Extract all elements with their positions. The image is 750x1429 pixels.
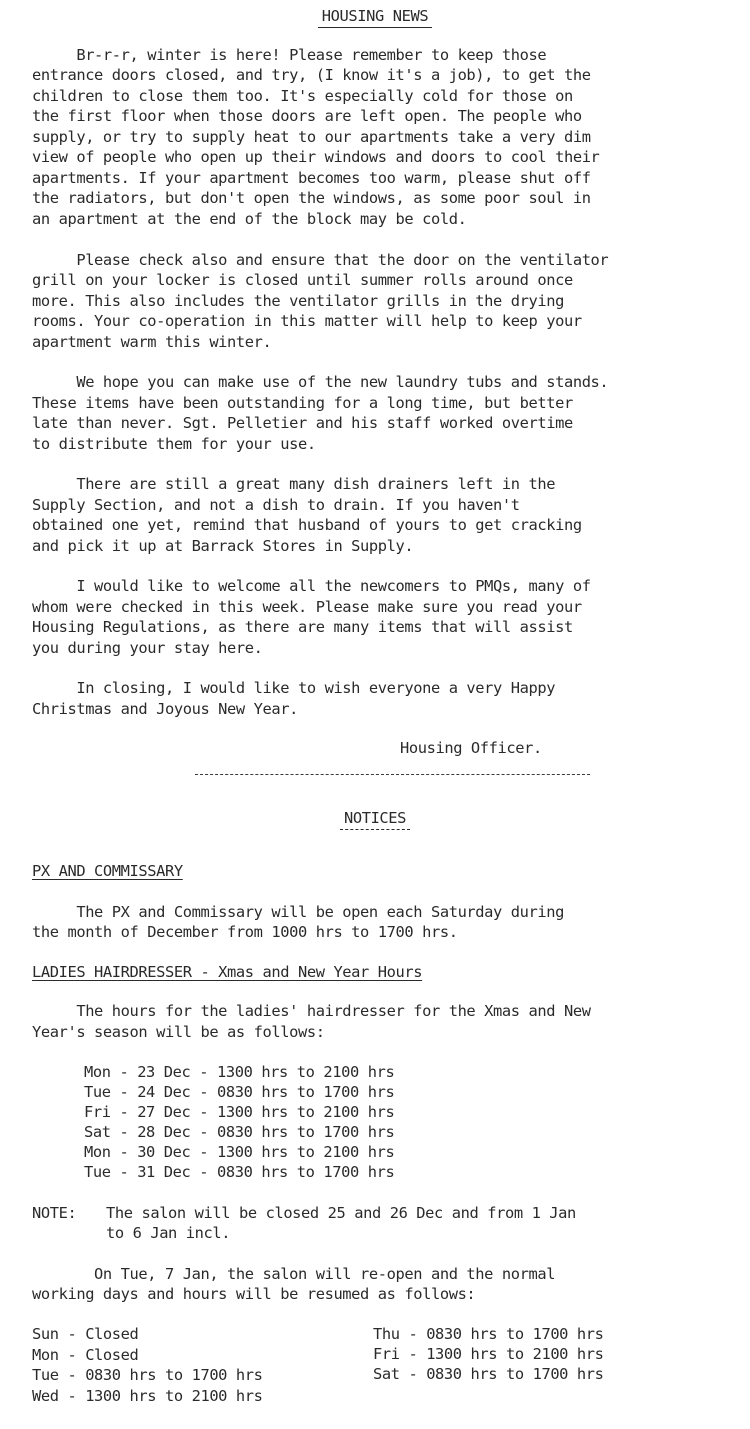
px-line: The PX and Commissary will be open each Saturday during (32, 903, 564, 921)
p5-line: you during your stay here. (32, 639, 263, 657)
p5-line: Housing Regulations, as there are many items that will assist (32, 618, 573, 636)
p4-line: Supply Section, and not a dish to drain. If you haven't (32, 496, 520, 514)
housing-news-heading: HOUSING NEWS (0, 6, 750, 28)
p2-line: apartment warm this winter. (32, 333, 272, 351)
holiday-schedule-row: Fri - 27 Dec - 1300 hrs to 2100 hrs (84, 1103, 395, 1121)
weekly-hours-row: Mon - Closed (32, 1346, 139, 1364)
holiday-schedule-row: Sat - 28 Dec - 0830 hrs to 1700 hrs (84, 1123, 395, 1141)
p1-line: supply, or try to supply heat to our apartments take a very dim (32, 128, 591, 146)
px-commissary-title: PX AND COMMISSARY (32, 862, 183, 880)
weekly-hours-row: Tue - 0830 hrs to 1700 hrs (32, 1366, 263, 1384)
reopen-line: working days and hours will be resumed as follows: (32, 1285, 476, 1303)
weekly-hours-row: Sun - Closed (32, 1325, 139, 1343)
p3-line: to distribute them for your use. (32, 435, 316, 453)
weekly-hours-row: Fri - 1300 hrs to 2100 hrs (373, 1345, 604, 1363)
p2-line: more. This also includes the ventilator grills in the drying (32, 292, 564, 310)
p1-line: the radiators, but don't open the windows, as some poor soul in (32, 189, 591, 207)
p1-line: entrance doors closed, and try, (I know it's a job), to get the (32, 66, 591, 84)
p1-line: apartments. If your apartment becomes too warm, please shut off (32, 169, 591, 187)
p2-line: Please check also and ensure that the door on the ventilator (32, 251, 609, 269)
weekly-hours-row: Thu - 0830 hrs to 1700 hrs (373, 1325, 604, 1343)
p3-line: These items have been outstanding for a long time, but better (32, 394, 573, 412)
p5-line: whom were checked in this week. Please make sure you read your (32, 598, 582, 616)
hairdresser-title: LADIES HAIRDRESSER - Xmas and New Year Hours (32, 963, 423, 981)
holiday-schedule-row: Tue - 31 Dec - 0830 hrs to 1700 hrs (84, 1163, 395, 1181)
p4-line: There are still a great many dish drainers left in the (32, 475, 556, 493)
note-line: to 6 Jan incl. (106, 1224, 231, 1242)
holiday-schedule-row: Mon - 23 Dec - 1300 hrs to 2100 hrs (84, 1063, 395, 1081)
reopen-line: On Tue, 7 Jan, the salon will re-open and the normal (32, 1265, 556, 1283)
note-label: NOTE: (32, 1204, 77, 1222)
p4-line: obtained one yet, remind that husband of yours to get cracking (32, 516, 582, 534)
signature: Housing Officer. (400, 739, 542, 757)
holiday-schedule-row: Mon - 30 Dec - 1300 hrs to 2100 hrs (84, 1143, 395, 1161)
p6-line: In closing, I would like to wish everyone a very Happy (32, 679, 556, 697)
weekly-hours-row: Sat - 0830 hrs to 1700 hrs (373, 1365, 604, 1383)
p1-line: an apartment at the end of the block may be cold. (32, 210, 467, 228)
holiday-schedule-row: Tue - 24 Dec - 0830 hrs to 1700 hrs (84, 1083, 395, 1101)
p2-line: rooms. Your co-operation in this matter will help to keep your (32, 312, 582, 330)
note-line: The salon will be closed 25 and 26 Dec and from 1 Jan (106, 1204, 576, 1222)
p1-line: Br-r-r, winter is here! Please remember to keep those (32, 46, 547, 64)
section-divider (195, 774, 590, 775)
hair-intro-line: The hours for the ladies' hairdresser for the Xmas and New (32, 1002, 591, 1020)
px-line: the month of December from 1000 hrs to 1700 hrs. (32, 923, 458, 941)
hair-intro-line: Year's season will be as follows: (32, 1023, 325, 1041)
p3-line: late than never. Sgt. Pelletier and his staff worked overtime (32, 414, 573, 432)
notices-heading: NOTICES (0, 808, 750, 830)
p1-line: view of people who open up their windows and doors to cool their (32, 148, 600, 166)
p3-line: We hope you can make use of the new laundry tubs and stands. (32, 373, 609, 391)
weekly-hours-row: Wed - 1300 hrs to 2100 hrs (32, 1387, 263, 1405)
p4-line: and pick it up at Barrack Stores in Supply. (32, 537, 414, 555)
p1-line: children to close them too. It's especially cold for those on (32, 87, 573, 105)
p1-line: the first floor when those doors are left open. The people who (32, 107, 582, 125)
p2-line: grill on your locker is closed until summer rolls around once (32, 271, 573, 289)
p5-line: I would like to welcome all the newcomers to PMQs, many of (32, 577, 591, 595)
p6-line: Christmas and Joyous New Year. (32, 700, 298, 718)
